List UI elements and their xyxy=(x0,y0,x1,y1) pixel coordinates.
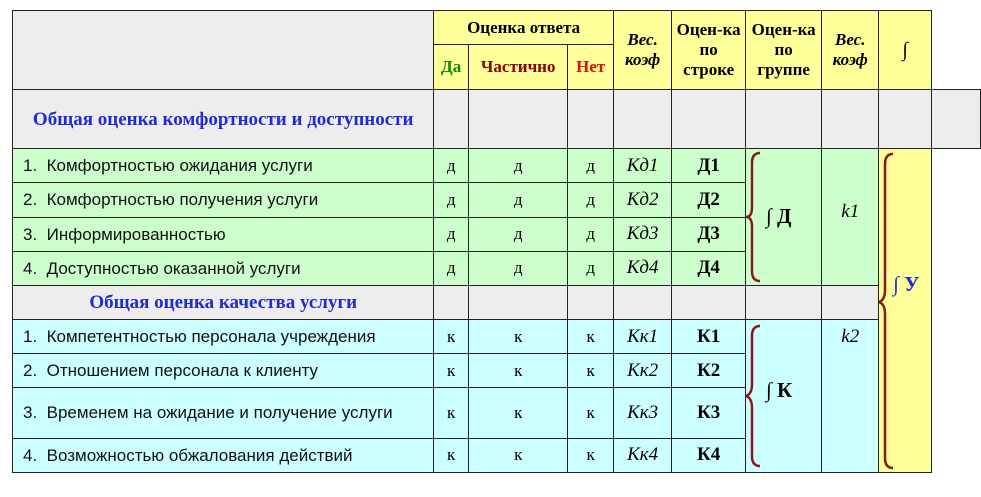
answer-yes: к xyxy=(434,438,469,472)
list-item: 3. Информированностью xyxy=(13,217,434,251)
evaluation-table xyxy=(12,10,981,473)
answer-no: к xyxy=(568,354,613,388)
group-score-quality xyxy=(745,320,821,473)
answer-yes: к xyxy=(434,388,469,438)
answer-partial: д xyxy=(468,251,568,285)
partial-header: Частично xyxy=(468,45,568,90)
answer-no: д xyxy=(568,183,613,217)
answer-partial: к xyxy=(468,388,568,438)
answer-partial: д xyxy=(468,217,568,251)
weight-coef: Кк3 xyxy=(613,388,672,438)
weight2-header: Вес. коэф xyxy=(822,11,879,90)
answer-no: к xyxy=(568,388,613,438)
answer-no: к xyxy=(568,320,613,354)
answer-yes: д xyxy=(434,251,469,285)
weight-coef: Кд1 xyxy=(613,149,672,183)
answer-partial: д xyxy=(468,149,568,183)
weight-coef: Кд3 xyxy=(613,217,672,251)
answer-yes: д xyxy=(434,217,469,251)
evaluation-table-wrap xyxy=(12,10,981,473)
answer-yes: д xyxy=(434,183,469,217)
yes-header: Да xyxy=(434,45,469,90)
answer-partial: к xyxy=(468,320,568,354)
total-brace-icon xyxy=(879,150,931,472)
weight-coef: Кк1 xyxy=(613,320,672,354)
list-item: 2. Комфортностью получения услуги xyxy=(13,183,434,217)
weight-coef: Кд2 xyxy=(613,183,672,217)
answer-yes: к xyxy=(434,354,469,388)
weight-header: Вес. коэф xyxy=(613,11,672,90)
weight-coef: Кд4 xyxy=(613,251,672,285)
section-title-quality: Общая оценка качества услуги xyxy=(13,286,434,320)
row-score: К2 xyxy=(672,354,746,388)
answer-group-header: Оценка ответа xyxy=(434,11,614,45)
section-title-comfort: Общая оценка комфортности и доступности xyxy=(13,90,434,149)
answer-partial: к xyxy=(468,438,568,472)
answer-no: д xyxy=(568,149,613,183)
no-header: Нет xyxy=(568,45,613,90)
group-weight-quality: k2 xyxy=(822,320,879,473)
answer-partial: к xyxy=(468,354,568,388)
answer-yes: д xyxy=(434,149,469,183)
row-score: К1 xyxy=(672,320,746,354)
header-blank xyxy=(13,11,434,90)
integral-header: ∫ xyxy=(879,11,932,90)
group-score-comfort xyxy=(745,149,821,286)
total-label: ∫ У xyxy=(893,271,920,296)
weight-coef: Кк2 xyxy=(613,354,672,388)
answer-no: д xyxy=(568,217,613,251)
list-item: 3. Временем на ожидание и получение услуги xyxy=(13,388,434,438)
row-score: Д2 xyxy=(672,183,746,217)
group-label-quality: ∫ К xyxy=(765,378,793,402)
list-item: 4. Возможностью обжалования действий xyxy=(13,438,434,472)
row-score: Д4 xyxy=(672,251,746,285)
group-weight-comfort: k1 xyxy=(822,149,879,286)
row-score: К3 xyxy=(672,388,746,438)
group-score-header: Оцен-ка по группе xyxy=(745,11,821,90)
list-item: 4. Доступностью оказанной услуги xyxy=(13,251,434,285)
answer-no: д xyxy=(568,251,613,285)
list-item: 1. Комфортностью ожидания услуги xyxy=(13,149,434,183)
row-score: К4 xyxy=(672,438,746,472)
answer-partial: д xyxy=(468,183,568,217)
row-score-header: Оцен-ка по строке xyxy=(672,11,746,90)
group-label-comfort: ∫ Д xyxy=(765,204,792,228)
total-integral-cell xyxy=(879,149,932,473)
row-score: Д3 xyxy=(672,217,746,251)
row-score: Д1 xyxy=(672,149,746,183)
list-item: 1. Компетентностью персонала учреждения xyxy=(13,320,434,354)
weight-coef: Кк4 xyxy=(613,438,672,472)
answer-yes: к xyxy=(434,320,469,354)
answer-no: к xyxy=(568,438,613,472)
list-item: 2. Отношением персонала к клиенту xyxy=(13,354,434,388)
